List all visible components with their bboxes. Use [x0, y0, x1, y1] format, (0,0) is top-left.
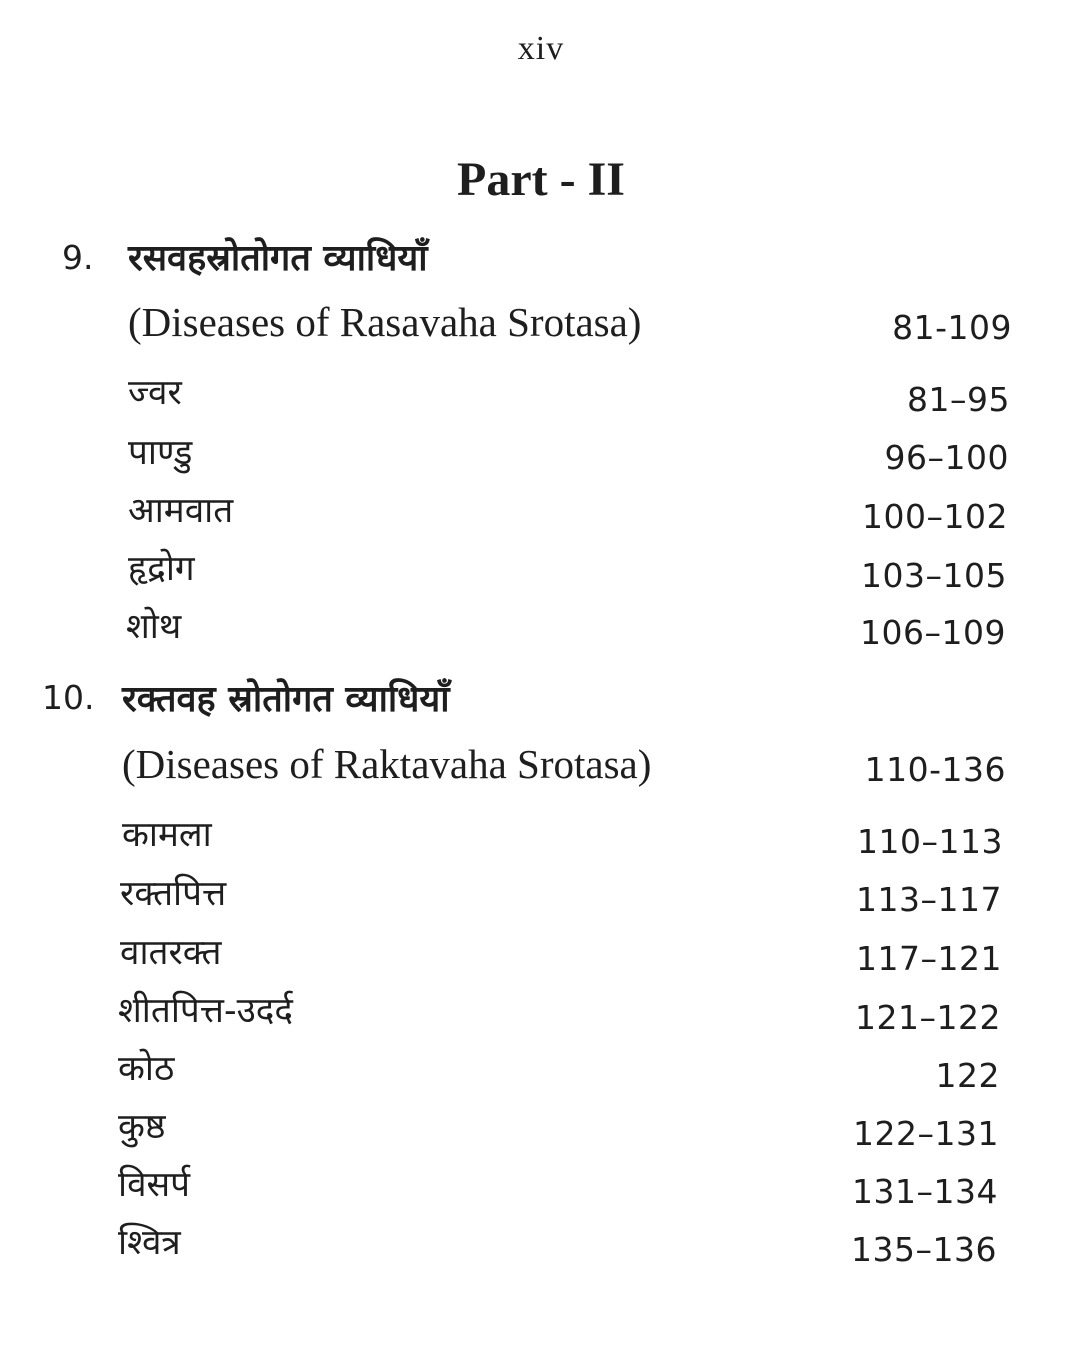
entry-pages: 121–122	[855, 998, 1001, 1037]
entry-pages: 113–117	[856, 880, 1002, 919]
entry-pages: 96–100	[884, 438, 1009, 477]
entry-label: आमवात	[128, 491, 234, 531]
entry-pages: 106–109	[860, 613, 1006, 652]
chapter-number: 9.	[62, 238, 94, 277]
chapter-pages: 81-109	[892, 308, 1012, 347]
entry-label: वातरक्त	[120, 933, 222, 973]
entry-label: श्वित्र	[118, 1223, 181, 1263]
entry-label: शीतपित्त-उदर्द	[118, 991, 293, 1031]
entry-label: विसर्प	[118, 1165, 191, 1205]
chapter-subtitle: (Diseases of Raktavaha Srotasa)	[122, 741, 652, 787]
entry-label: हृद्रोग	[128, 549, 195, 589]
chapter-title: रक्तवह स्रोतोगत व्याधियाँ	[122, 679, 450, 720]
entry-pages: 110–113	[857, 822, 1003, 861]
entry-label: पाण्डु	[128, 433, 193, 473]
entry-pages: 122	[935, 1056, 1000, 1095]
entry-label: कोठ	[118, 1049, 175, 1089]
entry-label: कुष्ठ	[118, 1107, 166, 1147]
part-title: Part - II	[457, 153, 625, 206]
entry-pages: 122–131	[853, 1114, 999, 1153]
entry-pages: 135–136	[851, 1230, 997, 1269]
entry-label: कामला	[122, 815, 212, 855]
entry-pages: 100–102	[862, 497, 1008, 536]
chapter-title: रसवहस्रोतोगत व्याधियाँ	[128, 238, 428, 279]
entry-pages: 117–121	[856, 939, 1002, 978]
chapter-number: 10.	[42, 678, 95, 717]
entry-label: रक्तपित्त	[120, 874, 227, 914]
chapter-pages: 110-136	[864, 750, 1006, 789]
entry-pages: 103–105	[861, 556, 1007, 595]
entry-pages: 81–95	[907, 380, 1010, 419]
entry-label: ज्वर	[128, 373, 182, 413]
chapter-subtitle: (Diseases of Rasavaha Srotasa)	[128, 299, 642, 345]
entry-pages: 131–134	[852, 1172, 998, 1211]
page-number: xiv	[517, 30, 565, 67]
entry-label: शोथ	[126, 607, 182, 647]
